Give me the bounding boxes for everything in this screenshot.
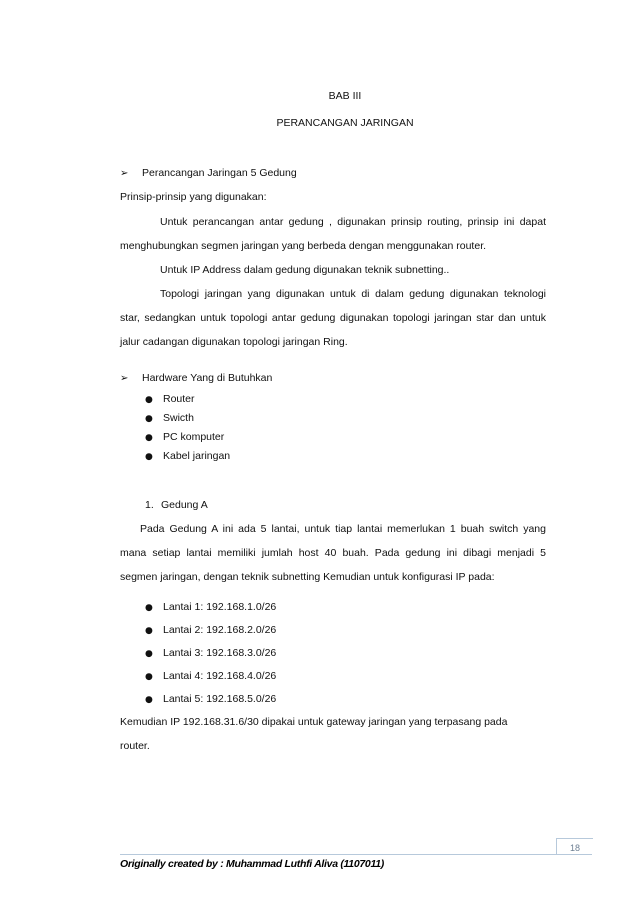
list-item: ● Swicth — [145, 412, 194, 424]
bullet-icon: ● — [145, 603, 153, 613]
paragraph-topology-line-3: jalur cadangan digunakan topologi jaringan Ring. — [120, 336, 348, 348]
subsection-title: Gedung A — [161, 499, 208, 511]
list-item: ● PC komputer — [145, 431, 225, 443]
paragraph-building-a-line-3: segmen jaringan, dengan teknik subnetting Kemudian untuk konfigurasi IP pada: — [120, 571, 495, 583]
section-heading-network-design — [120, 167, 297, 179]
paragraph-gateway-line-2: router. — [120, 740, 150, 752]
list-item: ● Kabel jaringan — [145, 450, 231, 462]
list-item: ● Lantai 5: 192.168.5.0/26 — [145, 693, 277, 705]
bullet-icon: ● — [145, 395, 153, 405]
footer-credit: Originally created by : Muhammad Luthfi Aliva (1107011) — [120, 858, 384, 870]
footer-divider — [120, 854, 592, 855]
paragraph-building-a-line-1: Pada Gedung A ini ada 5 lantai, untuk tiap lantai memerlukan 1 buah switch yang — [140, 523, 546, 535]
list-item: ● Router — [145, 393, 195, 405]
page-number: 18 — [556, 838, 593, 855]
paragraph-routing-line-2: menghubungkan segmen jaringan yang berbeda dengan menggunakan router. — [120, 240, 487, 252]
chapter-title: PERANCANGAN JARINGAN — [276, 117, 414, 129]
paragraph-subnetting: Untuk IP Address dalam gedung digunakan teknik subnetting.. — [160, 264, 450, 276]
section-heading-hardware — [120, 372, 272, 384]
section-heading-text: Perancangan Jaringan 5 Gedung — [142, 167, 297, 179]
bullet-icon: ● — [145, 695, 153, 705]
bullet-icon: ● — [145, 672, 153, 682]
paragraph-building-a-line-2: mana setiap lantai memiliki jumlah host 40 buah. Pada gedung ini dibagi menjadi 5 — [120, 547, 546, 559]
paragraph-topology-line-2: star, sedangkan untuk topologi antar gedung digunakan topologi jaringan star dan untuk — [120, 312, 546, 324]
subsection-heading-building-a — [145, 499, 208, 511]
paragraph-topology-line-1: Topologi jaringan yang digunakan untuk di dalam gedung digunakan teknologi — [160, 288, 546, 300]
bullet-icon: ● — [145, 452, 153, 462]
list-item: ● Lantai 4: 192.168.4.0/26 — [145, 670, 277, 682]
list-item: ● Lantai 3: 192.168.3.0/26 — [145, 647, 277, 659]
bullet-icon: ● — [145, 414, 153, 424]
subsection-number: 1. — [145, 499, 154, 511]
section-heading-text: Hardware Yang di Butuhkan — [142, 372, 273, 384]
arrow-bullet-icon: ➢ — [120, 168, 129, 179]
bullet-icon: ● — [145, 433, 153, 443]
principles-intro: Prinsip-prinsip yang digunakan: — [120, 191, 267, 203]
list-item: ● Lantai 2: 192.168.2.0/26 — [145, 624, 277, 636]
arrow-bullet-icon: ➢ — [120, 373, 129, 384]
paragraph-routing-line-1: Untuk perancangan antar gedung , digunakan prinsip routing, prinsip ini dapat — [160, 216, 546, 228]
paragraph-gateway-line-1: Kemudian IP 192.168.31.6/30 dipakai untuk gateway jaringan yang terpasang pada — [120, 716, 508, 728]
bullet-icon: ● — [145, 626, 153, 636]
bullet-icon: ● — [145, 649, 153, 659]
list-item: ● Lantai 1: 192.168.1.0/26 — [145, 601, 277, 613]
chapter-number: BAB III — [328, 90, 362, 102]
